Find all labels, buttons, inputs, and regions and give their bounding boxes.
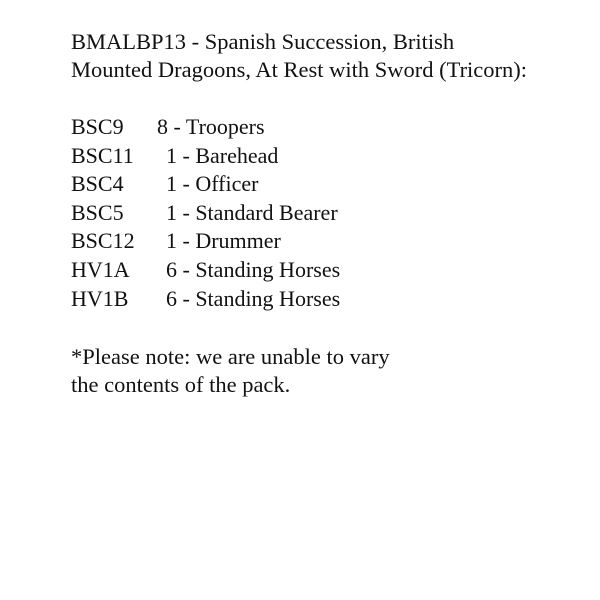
list-item (71, 227, 581, 256)
item-code: BSC5 (71, 199, 124, 225)
item-code: HV1B (71, 285, 129, 311)
list-item (71, 142, 581, 171)
item-description: 6 - Standing Horses (166, 256, 341, 282)
list-item (71, 113, 581, 142)
pack-note-line-1: *Please note: we are unable to vary (71, 344, 390, 370)
pack-title (71, 28, 581, 84)
item-code: BSC11 (71, 142, 134, 168)
item-description: 1 - Officer (166, 171, 259, 197)
pack-note-line-2: the contents of the pack. (71, 372, 291, 398)
item-code: BSC12 (71, 228, 135, 254)
list-item (71, 256, 581, 285)
pack-note (71, 343, 581, 399)
item-description: 1 - Barehead (166, 142, 279, 168)
item-code: BSC4 (71, 171, 124, 197)
pack-title-line-2: Mounted Dragoons, At Rest with Sword (Tricorn): (71, 57, 528, 82)
item-code: BSC9 (71, 114, 124, 139)
item-description: 1 - Drummer (166, 228, 281, 254)
item-description: 6 - Standing Horses (166, 285, 341, 311)
list-item (71, 199, 581, 228)
list-item (71, 170, 581, 199)
pack-title-line-1: BMALBP13 - Spanish Succession, British (71, 29, 455, 54)
item-description: 8 - Troopers (157, 114, 265, 139)
pack-contents-list (71, 113, 581, 313)
list-item (71, 285, 581, 314)
item-description: 1 - Standard Bearer (166, 199, 338, 225)
item-code: HV1A (71, 256, 130, 282)
pack-contents-document (71, 28, 581, 399)
